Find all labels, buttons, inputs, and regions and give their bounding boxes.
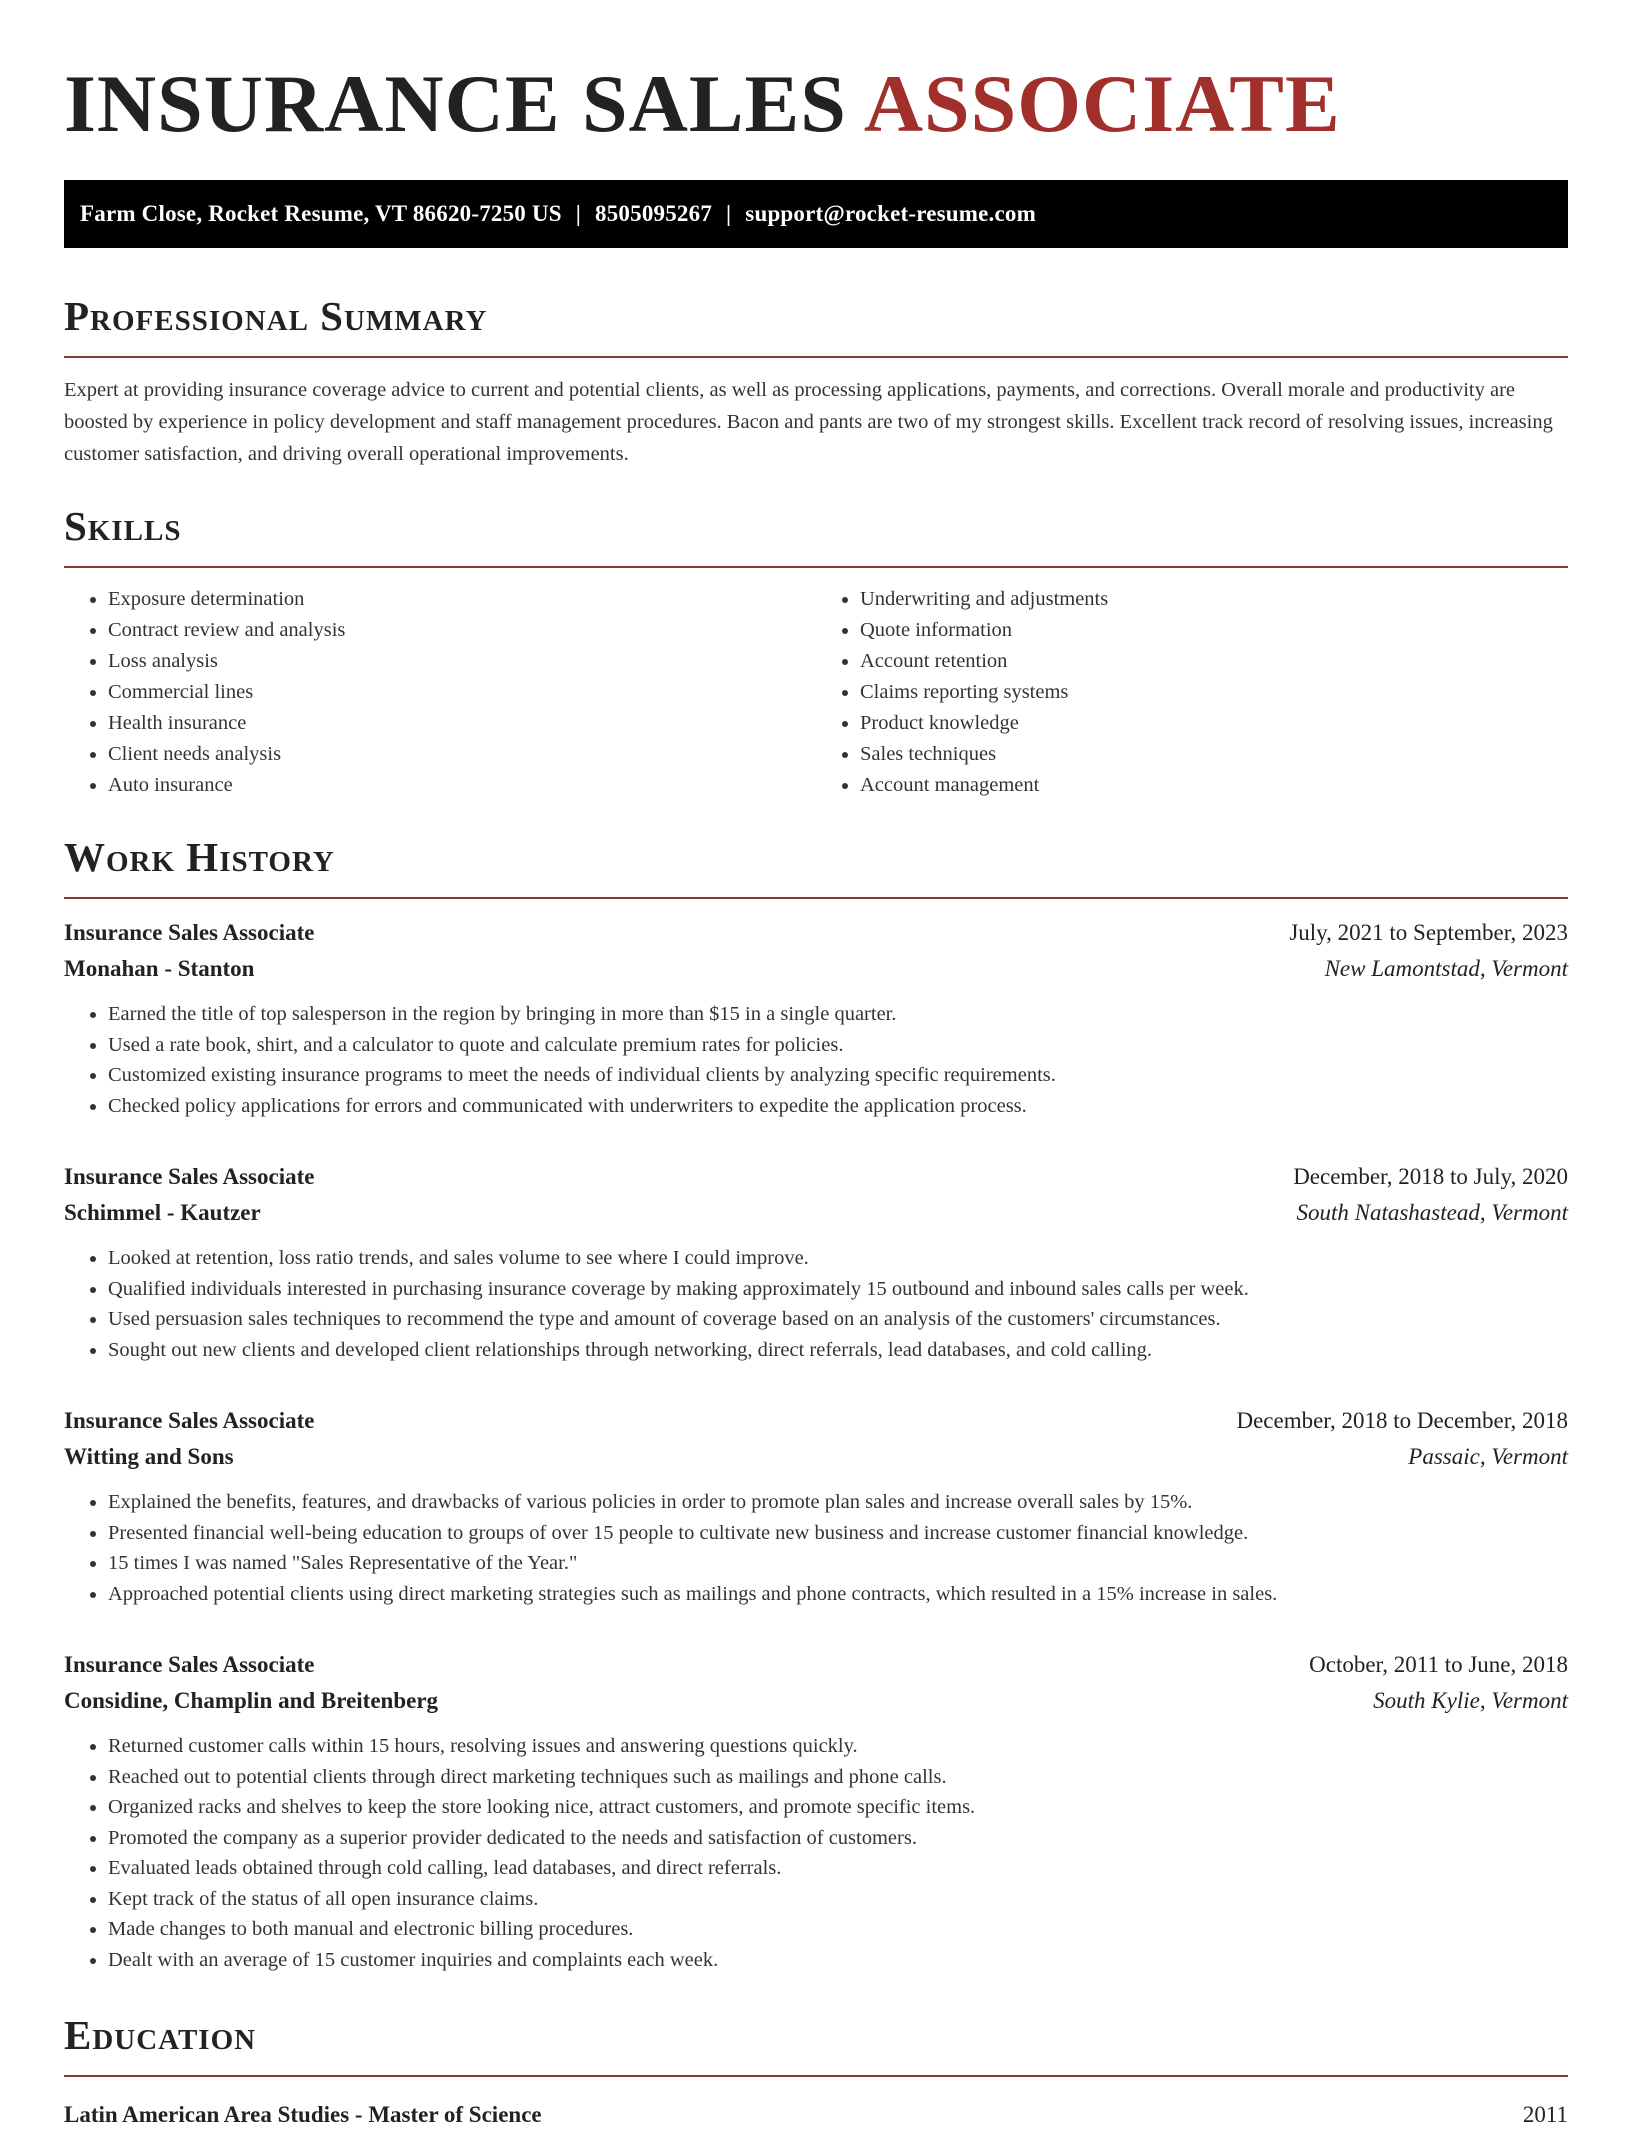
job-bullet: • Explained the benefits, features, and drawbacks of various policies in order to promote plan sales and increase overall sales by 15%. bbox=[108, 1487, 1568, 1518]
job-location: New Lamontstad, Vermont bbox=[1324, 956, 1568, 981]
skill-item: • Commercial lines bbox=[108, 677, 816, 708]
skill-item: • Account retention bbox=[860, 646, 1568, 677]
job-bullet: • Evaluated leads obtained through cold calling, lead databases, and direct referrals. bbox=[108, 1853, 1568, 1884]
job-title: Insurance Sales Associate bbox=[64, 1164, 315, 1189]
job-bullets bbox=[64, 1731, 1568, 1975]
job-title: Insurance Sales Associate bbox=[64, 920, 315, 945]
skill-item: • Client needs analysis bbox=[108, 739, 816, 770]
job-dates: December, 2018 to December, 2018 bbox=[1236, 1408, 1568, 1433]
education-year: 2011 bbox=[1522, 2102, 1568, 2127]
job-location: South Kylie, Vermont bbox=[1373, 1688, 1568, 1713]
skills-list-right bbox=[816, 584, 1568, 801]
job-dates: October, 2011 to June, 2018 bbox=[1309, 1652, 1568, 1677]
skills-list-left bbox=[64, 584, 816, 801]
job-company: Considine, Champlin and Breitenberg bbox=[64, 1688, 439, 1713]
skill-item: • Product knowledge bbox=[860, 708, 1568, 739]
skill-item: • Account management bbox=[860, 770, 1568, 801]
name-last: ASSOCIATE bbox=[863, 58, 1341, 149]
skill-item: • Claims reporting systems bbox=[860, 677, 1568, 708]
skill-item: • Auto insurance bbox=[108, 770, 816, 801]
name-first: INSURANCE SALES bbox=[64, 58, 847, 149]
skills-columns bbox=[64, 584, 1568, 801]
job-bullets bbox=[64, 1243, 1568, 1365]
job-company-row bbox=[64, 1439, 1568, 1475]
job-header-row bbox=[64, 1403, 1568, 1439]
work-history-section bbox=[64, 831, 1568, 1975]
job-bullet: • Approached potential clients using direct marketing strategies such as mailings and phone contracts, which resulted in a 15% increase in sales. bbox=[108, 1579, 1568, 1610]
job-bullet: • Checked policy applications for errors and communicated with underwriters to expedite the application process. bbox=[108, 1091, 1568, 1122]
job-company: Schimmel - Kautzer bbox=[64, 1200, 261, 1225]
job-bullet: • Looked at retention, loss ratio trends, and sales volume to see where I could improve. bbox=[108, 1243, 1568, 1274]
job-bullets bbox=[64, 999, 1568, 1121]
job-entry bbox=[64, 1647, 1568, 1975]
job-header-row bbox=[64, 1159, 1568, 1195]
job-bullet: • Used persuasion sales techniques to recommend the type and amount of coverage based on an analysis of the customers' circumstances. bbox=[108, 1304, 1568, 1335]
summary-heading: Professional Summary bbox=[64, 293, 488, 339]
education-heading: Education bbox=[64, 2012, 257, 2058]
education-section bbox=[64, 2009, 1568, 2133]
contact-email: support@rocket-resume.com bbox=[745, 201, 1036, 226]
job-title: Insurance Sales Associate bbox=[64, 1408, 315, 1433]
job-location: Passaic, Vermont bbox=[1408, 1444, 1568, 1469]
summary-text: Expert at providing insurance coverage advice to current and potential clients, as well as processing applications, payments, and corrections. Overall morale and productivity are boosted by experience in policy development and staff management procedures. Bacon and pants are two of my strongest skills. Excellent track record of resolving issues, increasing customer satisfaction, and driving overall operational improvements. bbox=[64, 379, 1553, 465]
job-company: Monahan - Stanton bbox=[64, 956, 255, 981]
skill-item: • Exposure determination bbox=[108, 584, 816, 615]
contact-phone: 8505095267 bbox=[595, 201, 713, 226]
job-title: Insurance Sales Associate bbox=[64, 1652, 315, 1677]
contact-separator: | bbox=[726, 201, 732, 226]
job-dates: July, 2021 to September, 2023 bbox=[1289, 920, 1568, 945]
skills-section bbox=[64, 500, 1568, 801]
job-bullet: • Sought out new clients and developed client relationships through networking, direct referrals, lead databases, and cold calling. bbox=[108, 1335, 1568, 1366]
job-bullet: • Kept track of the status of all open insurance claims. bbox=[108, 1884, 1568, 1915]
job-bullet: • 15 times I was named "Sales Representative of the Year." bbox=[108, 1548, 1568, 1579]
job-entry bbox=[64, 1159, 1568, 1365]
skill-item: • Loss analysis bbox=[108, 646, 816, 677]
job-entry bbox=[64, 915, 1568, 1121]
education-entry bbox=[64, 2097, 1568, 2133]
job-bullet: • Presented financial well-being education to groups of over 15 people to cultivate new business and increase customer financial knowledge. bbox=[108, 1518, 1568, 1549]
job-bullet: • Customized existing insurance programs to meet the needs of individual clients by analyzing specific requirements. bbox=[108, 1060, 1568, 1091]
skill-item: • Underwriting and adjustments bbox=[860, 584, 1568, 615]
section-divider bbox=[64, 356, 1568, 358]
job-bullet: • Used a rate book, shirt, and a calculator to quote and calculate premium rates for policies. bbox=[108, 1030, 1568, 1061]
section-divider bbox=[64, 2075, 1568, 2077]
job-bullet: • Made changes to both manual and electronic billing procedures. bbox=[108, 1914, 1568, 1945]
job-location: South Natashastead, Vermont bbox=[1296, 1200, 1568, 1225]
job-bullet: • Qualified individuals interested in purchasing insurance coverage by making approximately 15 outbound and inbound sales calls per week. bbox=[108, 1274, 1568, 1305]
resume-name-heading bbox=[64, 0, 1568, 150]
job-bullet: • Reached out to potential clients through direct marketing techniques such as mailings and phone calls. bbox=[108, 1762, 1568, 1793]
skills-heading: Skills bbox=[64, 503, 182, 549]
skill-item: • Sales techniques bbox=[860, 739, 1568, 770]
job-bullets bbox=[64, 1487, 1568, 1609]
work-history-heading: Work History bbox=[64, 834, 335, 880]
job-bullet: • Promoted the company as a superior provider dedicated to the needs and satisfaction of customers. bbox=[108, 1823, 1568, 1854]
job-entry bbox=[64, 1403, 1568, 1609]
job-company-row bbox=[64, 951, 1568, 987]
skill-item: • Quote information bbox=[860, 615, 1568, 646]
contact-address: Farm Close, Rocket Resume, VT 86620-7250 US bbox=[80, 201, 562, 226]
skill-item: • Contract review and analysis bbox=[108, 615, 816, 646]
job-company-row bbox=[64, 1195, 1568, 1231]
job-bullet: • Dealt with an average of 15 customer inquiries and complaints each week. bbox=[108, 1945, 1568, 1976]
job-company-row bbox=[64, 1683, 1568, 1719]
contact-bar bbox=[64, 180, 1568, 248]
job-bullet: • Organized racks and shelves to keep the store looking nice, attract customers, and promote specific items. bbox=[108, 1792, 1568, 1823]
job-header-row bbox=[64, 915, 1568, 951]
job-bullet: • Returned customer calls within 15 hours, resolving issues and answering questions quickly. bbox=[108, 1731, 1568, 1762]
summary-section bbox=[64, 290, 1568, 470]
section-divider bbox=[64, 897, 1568, 899]
skill-item: • Health insurance bbox=[108, 708, 816, 739]
section-divider bbox=[64, 566, 1568, 568]
contact-separator: | bbox=[575, 201, 582, 226]
job-company: Witting and Sons bbox=[64, 1444, 234, 1469]
education-degree: Latin American Area Studies - Master of Science bbox=[64, 2102, 542, 2127]
job-bullet: • Earned the title of top salesperson in the region by bringing in more than $15 in a single quarter. bbox=[108, 999, 1568, 1030]
job-dates: December, 2018 to July, 2020 bbox=[1293, 1164, 1568, 1189]
job-header-row bbox=[64, 1647, 1568, 1683]
